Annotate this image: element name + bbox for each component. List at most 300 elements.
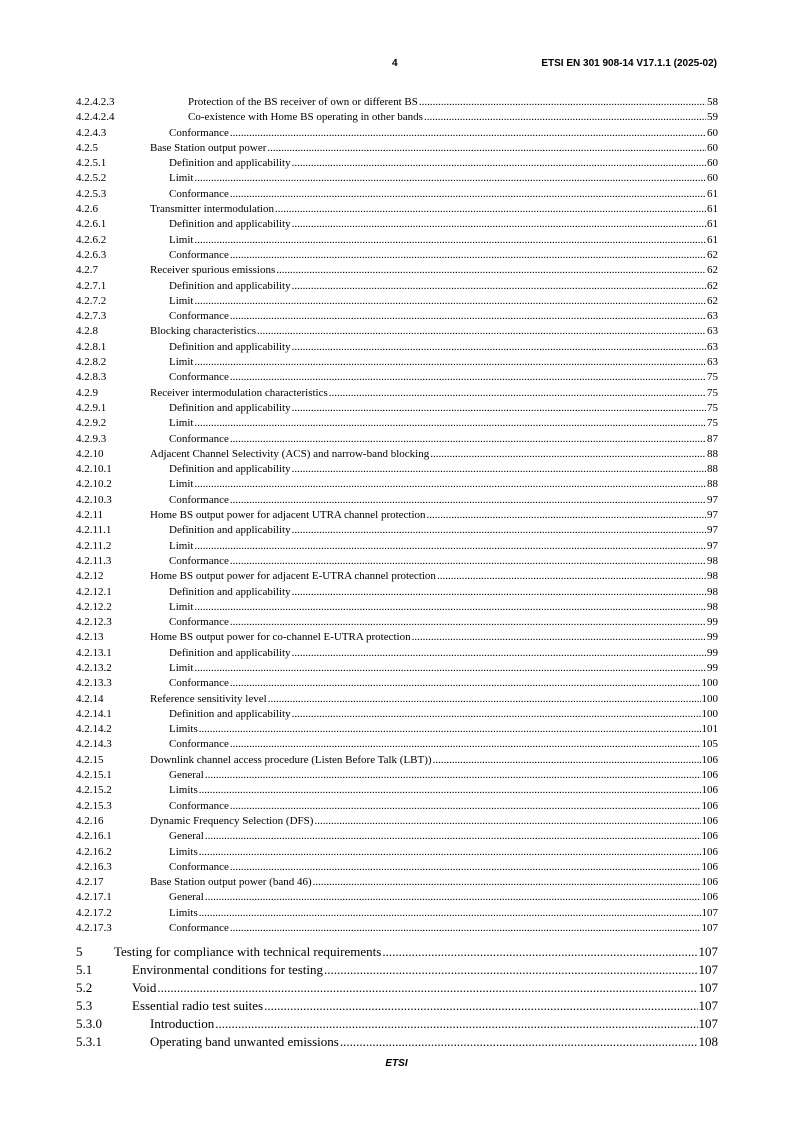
toc-entry-number: 4.2.11.3 xyxy=(76,554,112,567)
toc-entry-page: 106 xyxy=(701,845,719,860)
toc-entry[interactable] xyxy=(76,661,718,676)
toc-entry-title: Transmitter intermodulation xyxy=(150,202,275,217)
toc-entry-page: 99 xyxy=(706,615,718,630)
toc-entry-page: 107 xyxy=(698,962,718,978)
toc-dot-leader xyxy=(230,737,701,752)
toc-entry-number: 4.2.4.2.4 xyxy=(76,111,115,124)
toc-entry-title: Conformance xyxy=(169,676,230,691)
toc-entry-page: 98 xyxy=(706,585,718,600)
toc-entry[interactable] xyxy=(76,233,718,248)
toc-entry-line xyxy=(150,141,718,156)
toc-entry-page: 106 xyxy=(701,753,719,768)
toc-entry-title: Limit xyxy=(169,416,194,431)
toc-entry-line xyxy=(150,630,718,645)
toc-entry[interactable] xyxy=(76,477,718,492)
toc-entry-number: 4.2.15.3 xyxy=(76,799,112,812)
toc-entry-line xyxy=(169,156,718,171)
toc-dot-leader xyxy=(292,156,706,171)
toc-entry-title: Adjacent Channel Selectivity (ACS) and narrow-band blocking xyxy=(150,447,430,462)
toc-entry[interactable] xyxy=(76,630,718,645)
toc-entry[interactable] xyxy=(76,845,718,860)
toc-entry[interactable] xyxy=(76,676,718,691)
toc-dot-leader xyxy=(275,202,706,217)
toc-dot-leader xyxy=(419,95,706,110)
toc-entry-page: 106 xyxy=(701,875,719,890)
toc-entry-number: 4.2.6 xyxy=(76,203,98,216)
toc-entry-title: Definition and applicability xyxy=(169,401,292,416)
toc-dot-leader xyxy=(340,1033,698,1051)
toc-entry-number: 4.2.16.2 xyxy=(76,845,112,858)
toc-entry-line xyxy=(169,401,718,416)
toc-entry-page: 60 xyxy=(706,156,718,171)
toc-entry-page: 88 xyxy=(706,447,718,462)
toc-entry-page: 88 xyxy=(706,477,718,492)
toc-dot-leader xyxy=(230,432,706,447)
toc-entry[interactable] xyxy=(76,217,718,232)
toc-entry-title: Limit xyxy=(169,600,194,615)
toc-entry-page: 61 xyxy=(706,233,718,248)
toc-entry-line xyxy=(169,799,718,814)
toc-entry[interactable] xyxy=(76,523,718,538)
toc-entry-line xyxy=(169,539,718,554)
toc-entry[interactable] xyxy=(76,416,718,431)
toc-entry-page: 62 xyxy=(706,294,718,309)
toc-dot-leader xyxy=(268,692,701,707)
toc-entry-number: 5.3 xyxy=(76,998,93,1014)
toc-entry-page: 63 xyxy=(706,309,718,324)
toc-entry-title: Limit xyxy=(169,539,194,554)
toc-entry-number: 4.2.12 xyxy=(76,570,104,583)
toc-entry[interactable] xyxy=(76,156,718,171)
toc-entry[interactable] xyxy=(76,447,718,462)
toc-dot-leader xyxy=(292,523,706,538)
toc-entry-title: Conformance xyxy=(169,615,230,630)
toc-entry-line xyxy=(169,737,718,752)
toc-dot-leader xyxy=(257,324,706,339)
toc-entry[interactable] xyxy=(76,875,718,890)
toc-entry-line xyxy=(150,875,718,890)
toc-entry[interactable] xyxy=(76,921,718,936)
toc-entry-number: 4.2.14.3 xyxy=(76,738,112,751)
toc-entry[interactable] xyxy=(76,737,718,752)
toc-dot-leader xyxy=(292,646,706,661)
toc-entry[interactable] xyxy=(76,340,718,355)
toc-entry-line xyxy=(150,386,718,401)
toc-entry-number: 4.2.11.2 xyxy=(76,539,112,552)
toc-dot-leader xyxy=(230,615,706,630)
toc-entry-line xyxy=(169,707,718,722)
toc-entry-number: 4.2.17 xyxy=(76,876,104,889)
toc-entry-title: Conformance xyxy=(169,432,230,447)
toc-entry[interactable] xyxy=(76,110,718,125)
toc-entry-page: 59 xyxy=(706,110,718,125)
toc-entry-line xyxy=(169,126,718,141)
toc-entry-page: 106 xyxy=(701,799,719,814)
toc-entry-title: Definition and applicability xyxy=(169,279,292,294)
toc-entry-title: Home BS output power for co-channel E-UTRA protection xyxy=(150,630,412,645)
toc-entry-number: 4.2.7.3 xyxy=(76,310,107,323)
toc-entry-title: Conformance xyxy=(169,554,230,569)
toc-entry[interactable] xyxy=(76,1015,718,1033)
toc-entry-page: 97 xyxy=(706,493,718,508)
toc-entry-page: 101 xyxy=(701,722,719,737)
toc-entry-title: Co-existence with Home BS operating in other bands xyxy=(188,110,424,125)
toc-entry-page: 100 xyxy=(701,707,719,722)
toc-entry-line xyxy=(169,523,718,538)
toc-entry-line xyxy=(169,921,718,936)
toc-dot-leader xyxy=(430,447,706,462)
toc-entry-page: 61 xyxy=(706,202,718,217)
toc-entry-line xyxy=(169,432,718,447)
toc-entry-title: Definition and applicability xyxy=(169,156,292,171)
toc-entry-title: Definition and applicability xyxy=(169,707,292,722)
toc-dot-leader xyxy=(199,722,701,737)
toc-entry[interactable] xyxy=(76,263,718,278)
toc-entry-page: 60 xyxy=(706,171,718,186)
toc-entry-title: Essential radio test suites xyxy=(132,998,264,1014)
toc-dot-leader xyxy=(412,630,706,645)
toc-dot-leader xyxy=(292,462,706,477)
toc-entry-number: 5.3.0 xyxy=(76,1016,102,1032)
toc-dot-leader xyxy=(230,676,701,691)
toc-entry-line xyxy=(169,722,718,737)
toc-entry-title: Home BS output power for adjacent E-UTRA channel protection xyxy=(150,569,437,584)
toc-entry[interactable] xyxy=(76,126,718,141)
toc-dot-leader xyxy=(194,477,706,492)
toc-entry-page: 98 xyxy=(706,554,718,569)
toc-entry[interactable] xyxy=(76,961,718,979)
toc-entry-title: Definition and applicability xyxy=(169,646,292,661)
toc-entry-title: Definition and applicability xyxy=(169,462,292,477)
toc-entry-title: Definition and applicability xyxy=(169,523,292,538)
toc-entry-title: Definition and applicability xyxy=(169,585,292,600)
toc-entry-number: 4.2.12.2 xyxy=(76,600,112,613)
toc-entry-title: Limits xyxy=(169,783,199,798)
toc-entry[interactable] xyxy=(76,600,718,615)
toc-entry[interactable] xyxy=(76,508,718,523)
toc-dot-leader xyxy=(292,707,701,722)
toc-entry[interactable] xyxy=(76,554,718,569)
toc-entry-title: Conformance xyxy=(169,493,230,508)
toc-entry-page: 61 xyxy=(706,217,718,232)
toc-entry-number: 4.2.6.3 xyxy=(76,248,107,261)
toc-entry-number: 4.2.15.1 xyxy=(76,769,112,782)
toc-entry-page: 108 xyxy=(698,1034,718,1050)
toc-entry-page: 60 xyxy=(706,126,718,141)
toc-dot-leader xyxy=(230,126,706,141)
toc-entry-number: 4.2.7 xyxy=(76,264,98,277)
toc-entry-number: 4.2.5.2 xyxy=(76,172,107,185)
toc-entry[interactable] xyxy=(76,799,718,814)
toc-entry-number: 5 xyxy=(76,944,83,960)
toc-entry-title: General xyxy=(169,768,205,783)
toc-entry[interactable] xyxy=(76,906,718,921)
toc-dot-leader xyxy=(205,829,701,844)
toc-entry-line xyxy=(169,646,718,661)
toc-entry-title: Testing for compliance with technical requirements xyxy=(114,944,382,960)
toc-entry-title: Limits xyxy=(169,722,199,737)
toc-entry[interactable] xyxy=(76,171,718,186)
toc-entry-number: 4.2.10.3 xyxy=(76,493,112,506)
toc-entry-line xyxy=(169,477,718,492)
toc-dot-leader xyxy=(194,600,706,615)
toc-entry[interactable] xyxy=(76,569,718,584)
toc-dot-leader xyxy=(199,906,701,921)
toc-entry-page: 106 xyxy=(701,890,719,905)
toc-entry-line xyxy=(169,462,718,477)
toc-entry-page: 63 xyxy=(706,340,718,355)
toc-entry-title: Reference sensitivity level xyxy=(150,692,268,707)
toc-entry-page: 98 xyxy=(706,569,718,584)
toc-entry-number: 4.2.5 xyxy=(76,141,98,154)
toc-dot-leader xyxy=(205,768,701,783)
toc-entry[interactable] xyxy=(76,768,718,783)
toc-dot-leader xyxy=(314,814,700,829)
toc-entry-number: 4.2.17.2 xyxy=(76,906,112,919)
toc-entry[interactable] xyxy=(76,187,718,202)
toc-entry-title: Base Station output power xyxy=(150,141,267,156)
toc-entry-line xyxy=(169,768,718,783)
toc-entry-title: Conformance xyxy=(169,126,230,141)
toc-entry-page: 75 xyxy=(706,386,718,401)
toc-entry-title: Limit xyxy=(169,355,194,370)
toc-entry-number: 5.3.1 xyxy=(76,1034,102,1050)
page-footer: ETSI xyxy=(385,1058,408,1069)
toc-entry-title: Receiver intermodulation characteristics xyxy=(150,386,329,401)
toc-entry[interactable] xyxy=(76,814,718,829)
toc-entry-number: 4.2.16 xyxy=(76,814,104,827)
toc-entry-number: 4.2.10 xyxy=(76,447,104,460)
toc-entry-title: Conformance xyxy=(169,860,230,875)
toc-entry-number: 4.2.13.1 xyxy=(76,646,112,659)
toc-entry[interactable] xyxy=(76,95,718,110)
toc-entry-page: 98 xyxy=(706,600,718,615)
toc-entry[interactable] xyxy=(76,829,718,844)
toc-entry-page: 100 xyxy=(701,676,719,691)
toc-entry[interactable] xyxy=(76,1033,718,1051)
toc-entry-number: 4.2.17.1 xyxy=(76,891,112,904)
toc-entry-number: 4.2.9.3 xyxy=(76,432,107,445)
toc-entry-number: 4.2.11.1 xyxy=(76,524,112,537)
toc-entry-page: 63 xyxy=(706,324,718,339)
toc-entry-number: 4.2.4.3 xyxy=(76,126,107,139)
toc-entry-number: 4.2.6.2 xyxy=(76,233,107,246)
toc-entry-page: 106 xyxy=(701,768,719,783)
toc-dot-leader xyxy=(194,233,706,248)
toc-entry-number: 4.2.14 xyxy=(76,692,104,705)
toc-dot-leader xyxy=(230,860,701,875)
toc-entry[interactable] xyxy=(76,141,718,156)
toc-entry[interactable] xyxy=(76,783,718,798)
toc-entry-title: Receiver spurious emissions xyxy=(150,263,276,278)
toc-entry-line xyxy=(188,95,718,110)
toc-dot-leader xyxy=(427,508,706,523)
toc-entry-number: 4.2.13 xyxy=(76,631,104,644)
toc-entry-page: 97 xyxy=(706,539,718,554)
toc-entry-line xyxy=(169,676,718,691)
toc-entry[interactable] xyxy=(76,753,718,768)
toc-entry[interactable] xyxy=(76,279,718,294)
toc-dot-leader xyxy=(382,943,697,961)
toc-entry-number: 4.2.12.1 xyxy=(76,585,112,598)
toc-entry[interactable] xyxy=(76,722,718,737)
toc-dot-leader xyxy=(324,961,698,979)
toc-entry[interactable] xyxy=(76,309,718,324)
toc-dot-leader xyxy=(267,141,706,156)
toc-entry-page: 62 xyxy=(706,248,718,263)
toc-entry-line xyxy=(169,661,718,676)
toc-entry-line xyxy=(114,943,718,961)
toc-entry[interactable] xyxy=(76,432,718,447)
toc-entry[interactable] xyxy=(76,355,718,370)
toc-dot-leader xyxy=(313,875,701,890)
toc-entry-title: Protection of the BS receiver of own or different BS xyxy=(188,95,419,110)
toc-entry-line xyxy=(169,829,718,844)
toc-entry-number: 4.2.10.1 xyxy=(76,463,112,476)
toc-entry-title: Limits xyxy=(169,845,199,860)
toc-entry-page: 100 xyxy=(701,692,719,707)
toc-entry-line xyxy=(169,309,718,324)
toc-entry[interactable] xyxy=(76,860,718,875)
toc-entry-line xyxy=(169,416,718,431)
toc-entry[interactable] xyxy=(76,692,718,707)
toc-entry-number: 4.2.7.1 xyxy=(76,279,107,292)
toc-entry-line xyxy=(169,890,718,905)
toc-entry-page: 60 xyxy=(706,141,718,156)
toc-entry-number: 5.1 xyxy=(76,962,93,978)
toc-dot-leader xyxy=(199,845,701,860)
toc-dot-leader xyxy=(292,279,706,294)
toc-entry[interactable] xyxy=(76,585,718,600)
toc-entry-number: 5.2 xyxy=(76,980,93,996)
toc-entry-number: 4.2.9.2 xyxy=(76,417,107,430)
toc-entry-page: 97 xyxy=(706,523,718,538)
toc-entry-line xyxy=(150,569,718,584)
toc-entry-line xyxy=(169,370,718,385)
toc-entry-line xyxy=(150,1033,718,1051)
toc-entry-line xyxy=(169,845,718,860)
toc-entry[interactable] xyxy=(76,324,718,339)
toc-entry-page: 106 xyxy=(701,829,719,844)
toc-entry-line xyxy=(169,294,718,309)
toc-entry-title: Limit xyxy=(169,661,194,676)
toc-dot-leader xyxy=(292,340,706,355)
toc-entry[interactable] xyxy=(76,890,718,905)
toc-entry-title: Conformance xyxy=(169,370,230,385)
toc-entry-page: 87 xyxy=(706,432,718,447)
toc-entry-line xyxy=(169,615,718,630)
toc-entry-number: 4.2.7.2 xyxy=(76,294,107,307)
toc-entry-title: Conformance xyxy=(169,248,230,263)
toc-entry-title: Environmental conditions for testing xyxy=(132,962,323,978)
toc-entry[interactable] xyxy=(76,493,718,508)
toc-entry[interactable] xyxy=(76,202,718,217)
toc-entry-title: Limit xyxy=(169,477,194,492)
toc-entry-number: 4.2.5.1 xyxy=(76,157,107,170)
toc-dot-leader xyxy=(433,753,701,768)
toc-entry-page: 107 xyxy=(701,921,719,936)
toc-entry-line xyxy=(150,814,718,829)
toc-entry-page: 106 xyxy=(701,860,719,875)
toc-entry[interactable] xyxy=(76,386,718,401)
document-id: ETSI EN 301 908-14 V17.1.1 (2025-02) xyxy=(541,58,717,69)
toc-entry[interactable] xyxy=(76,646,718,661)
toc-entry-line xyxy=(169,217,718,232)
toc-dot-leader xyxy=(292,401,706,416)
toc-entry-line xyxy=(169,554,718,569)
toc-entry-page: 62 xyxy=(706,279,718,294)
toc-entry-line xyxy=(169,493,718,508)
toc-entry-number: 4.2.16.3 xyxy=(76,860,112,873)
toc-entry-page: 62 xyxy=(706,263,718,278)
toc-entry-line xyxy=(150,753,718,768)
toc-entry-line xyxy=(169,906,718,921)
toc-entry-page: 105 xyxy=(701,737,719,752)
toc-entry-title: Definition and applicability xyxy=(169,340,292,355)
toc-dot-leader xyxy=(205,890,701,905)
toc-entry-line xyxy=(150,692,718,707)
toc-entry-page: 63 xyxy=(706,355,718,370)
toc-entry-title: Base Station output power (band 46) xyxy=(150,875,313,890)
toc-dot-leader xyxy=(194,171,706,186)
toc-entry[interactable] xyxy=(76,979,718,997)
toc-entry-page: 106 xyxy=(701,814,719,829)
toc-entry[interactable] xyxy=(76,997,718,1015)
toc-entry-title: Downlink channel access procedure (Listen Before Talk (LBT)) xyxy=(150,753,433,768)
toc-entry-number: 4.2.8.3 xyxy=(76,371,107,384)
page-header xyxy=(0,58,793,74)
toc-entry-number: 4.2.8 xyxy=(76,325,98,338)
toc-dot-leader xyxy=(157,979,697,997)
toc-entry[interactable] xyxy=(76,248,718,263)
toc-entry-line xyxy=(169,248,718,263)
toc-entry-title: Limit xyxy=(169,171,194,186)
toc-dot-leader xyxy=(230,921,701,936)
toc-entry[interactable] xyxy=(76,539,718,554)
toc-entry-page: 99 xyxy=(706,630,718,645)
toc-dot-leader xyxy=(264,997,697,1015)
toc-entry-number: 4.2.15.2 xyxy=(76,784,112,797)
toc-entry-page: 61 xyxy=(706,187,718,202)
toc-entry-number: 4.2.12.3 xyxy=(76,616,112,629)
toc-entry[interactable] xyxy=(76,370,718,385)
toc-entry[interactable] xyxy=(76,615,718,630)
toc-dot-leader xyxy=(194,294,706,309)
toc-dot-leader xyxy=(230,248,706,263)
toc-entry-line xyxy=(169,340,718,355)
toc-entry-page: 107 xyxy=(698,1016,718,1032)
toc-entry-number: 4.2.17.3 xyxy=(76,922,112,935)
toc-entry[interactable] xyxy=(76,707,718,722)
toc-entry-title: Definition and applicability xyxy=(169,217,292,232)
toc-entry-number: 4.2.14.1 xyxy=(76,707,112,720)
toc-entry[interactable] xyxy=(76,294,718,309)
toc-entry-page: 107 xyxy=(698,980,718,996)
toc-entry[interactable] xyxy=(76,943,718,961)
toc-entry-title: Introduction xyxy=(150,1016,215,1032)
toc-dot-leader xyxy=(230,799,701,814)
toc-entry[interactable] xyxy=(76,462,718,477)
toc-entry-line xyxy=(169,783,718,798)
toc-entry-line xyxy=(169,585,718,600)
toc-entry-number: 4.2.4.2.3 xyxy=(76,96,115,108)
toc-entry-number: 4.2.14.2 xyxy=(76,723,112,736)
toc-entry-page: 58 xyxy=(706,95,718,110)
toc-entry-line xyxy=(188,110,718,125)
toc-entry-title: Home BS output power for adjacent UTRA channel protection xyxy=(150,508,427,523)
toc-entry[interactable] xyxy=(76,401,718,416)
toc-dot-leader xyxy=(292,217,706,232)
